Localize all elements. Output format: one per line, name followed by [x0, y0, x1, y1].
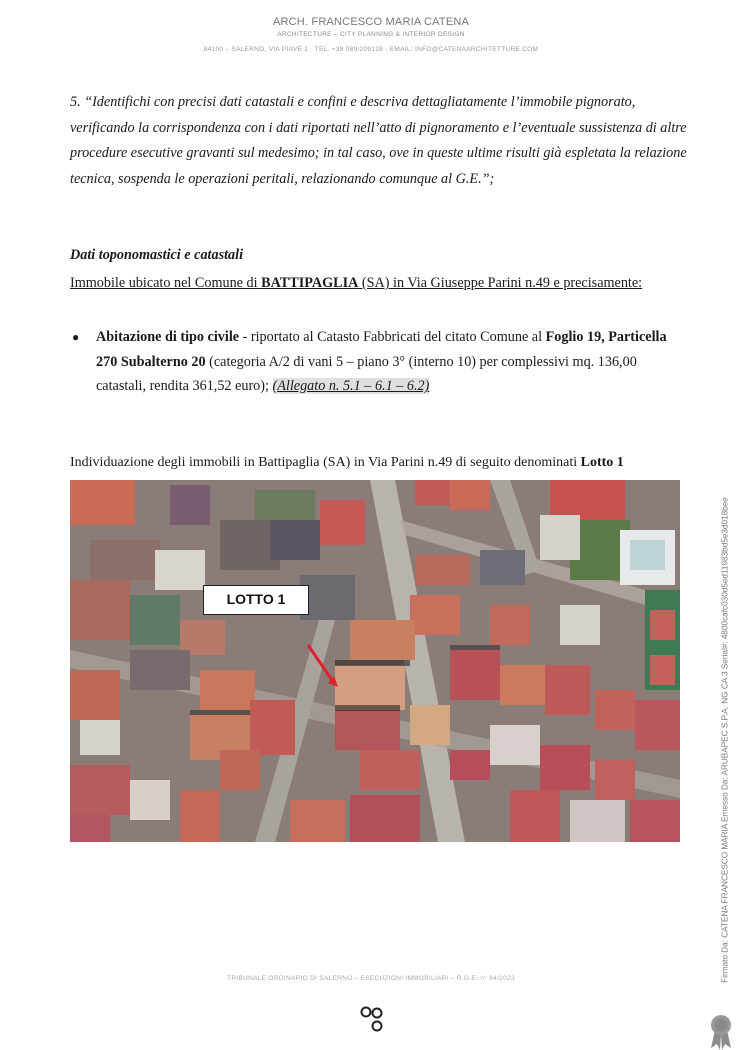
caption-lot: Lotto 1	[580, 455, 624, 470]
architect-tagline: ARCHITECTURE – CITY PLANNING & INTERIOR DESIGN	[277, 31, 465, 38]
property-list	[70, 325, 690, 399]
digital-signature-stamp	[716, 485, 734, 995]
description-text: - riportato al Catasto Fabbricati del citato Comune al	[239, 329, 546, 345]
quoted-requirement: 5. “Identifichi con precisi dati catastali e confini e descriva dettagliatamente l’immobile pignorato, verificando la corrispondenza con i dati riportati nell’atto di pignoramento e l’eventuale sussistenza di altre procedure esecutive gravanti sul medesimo; in tal caso, ove in queste ultime risulti già espletata la relazione tecnica, sospenda le operazioni peritali, relazionando comunque al G.E.”;	[70, 94, 687, 187]
architect-name: ARCH. FRANCESCO MARIA CATENA	[272, 16, 470, 28]
certification-seal-icon	[706, 1012, 736, 1050]
letterhead	[0, 16, 742, 53]
property-type: Abitazione di tipo civile	[96, 329, 240, 345]
bullet-icon: ●	[72, 330, 80, 344]
logo-rings-icon	[359, 1005, 385, 1035]
location-city: BATTIPAGLIA	[261, 275, 359, 291]
location-prefix: Immobile ubicato nel Comune di	[70, 275, 262, 291]
caption-text: Individuazione degli immobili in Battipaglia (SA) in Via Parini n.49 di seguito denominati	[70, 455, 581, 470]
page-footer: TRIBUNALE ORDINARIO DI SALERNO – ESECUZIONI IMMOBILIARI – R.G.E. n° 84/2023	[227, 975, 515, 982]
architect-contact: 84100 – SALERNO, VIA PIAVE 1 · TEL. +39 089/209128 · EMAIL: INFO@CATENAARCHITETTURE.COM	[203, 46, 539, 53]
property-location	[70, 271, 690, 296]
aerial-map	[70, 480, 680, 842]
description-details: (categoria A/2 di vani 5 – piano 3° (interno 10) per complessivi mq. 136,00 catastali, rendita 361,52 euro);	[96, 353, 637, 395]
cadastral-reference: Foglio 19, Particella 270 Subalterno 20	[96, 329, 667, 370]
aerial-photo	[70, 480, 680, 842]
section-title: Dati toponomastici e catastali	[70, 247, 244, 263]
property-description	[96, 325, 690, 399]
attachment-reference[interactable]: (Allegato n. 5.1 – 6.1 – 6.2)	[272, 378, 430, 395]
list-item	[70, 325, 690, 399]
map-caption	[70, 455, 690, 471]
signature-text: Firmato Da: CATENA FRANCESCO MARIA Emesso Da: ARUBAPEC S.P.A. NG CA 3 Serial#: 4800cafc030d5ed11983bd5e3d018bee	[720, 497, 730, 983]
location-suffix: (SA) in Via Giuseppe Parini n.49 e precisamente:	[358, 275, 643, 291]
lot-label: LOTTO 1	[203, 585, 309, 615]
